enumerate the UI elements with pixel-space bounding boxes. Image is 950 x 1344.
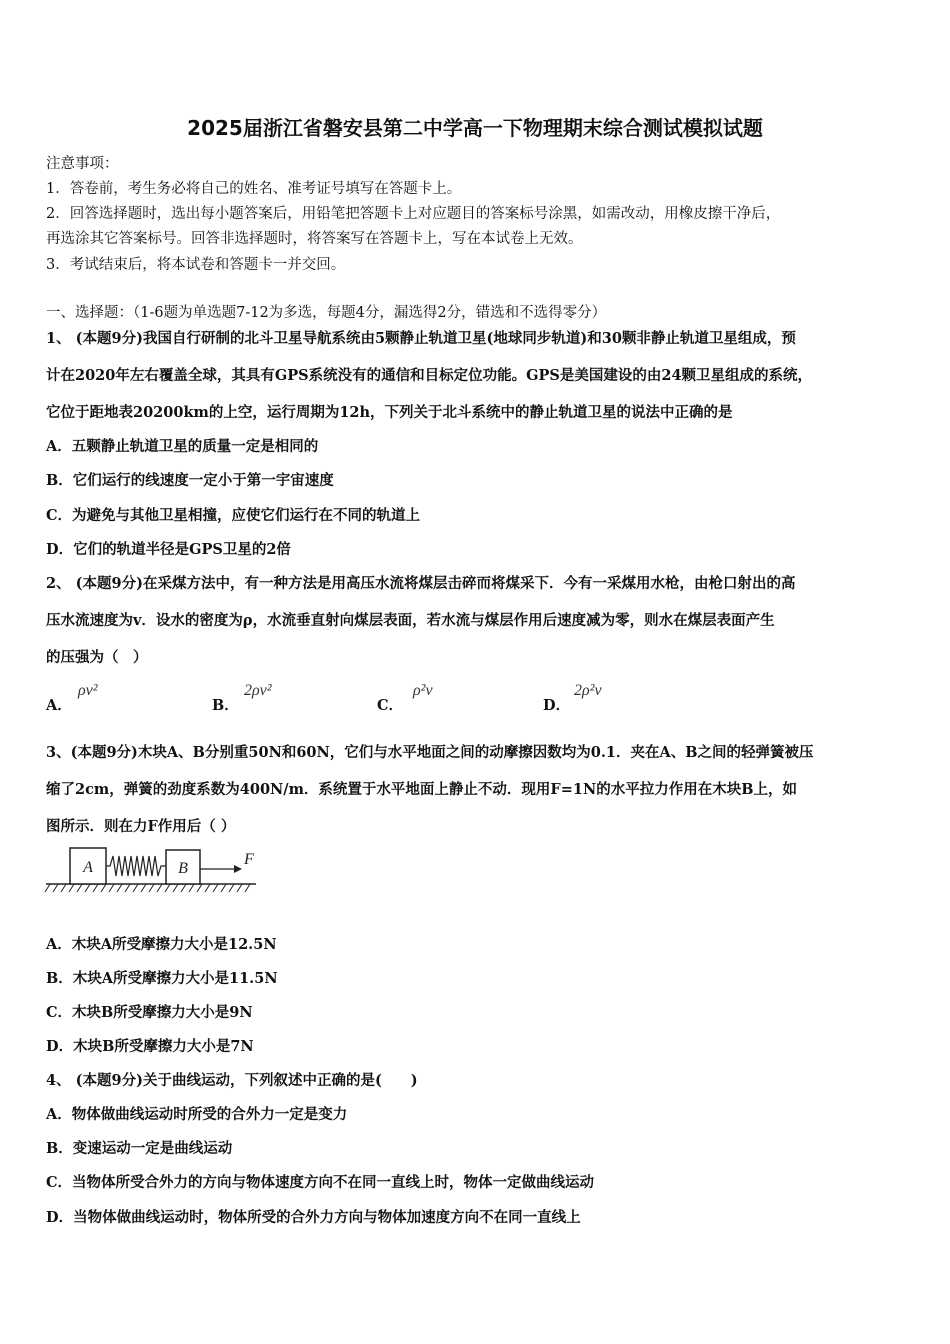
notice-item: 3．考试结束后，将本试卷和答题卡一并交回。 [46, 257, 346, 273]
q1-option-c: C．为避免与其他卫星相撞，应使它们运行在不同的轨道上 [46, 507, 421, 524]
q4-stem: 4、 (本题9分)关于曲线运动，下列叙述中正确的是( ) [46, 1072, 418, 1089]
q2-option-a-label: A． [46, 697, 72, 714]
q4-option-a: A．物体做曲线运动时所受的合外力一定是变力 [46, 1106, 348, 1123]
block-a-label: A [83, 859, 93, 876]
q3-option-c: C．木块B所受摩擦力大小是9N [46, 1004, 253, 1021]
q3-option-b: B．木块A所受摩擦力大小是11.5N [46, 970, 278, 987]
q3-option-d: D．木块B所受摩擦力大小是7N [46, 1038, 254, 1055]
notice-heading: 注意事项： [46, 156, 119, 172]
q1-option-d: D．它们的轨道半径是GPS卫星的2倍 [46, 541, 291, 558]
ground-hatching [45, 884, 250, 892]
q1-option-b: B．它们运行的线速度一定小于第一宇宙速度 [46, 472, 334, 489]
q2-option-c-label: C． [377, 697, 404, 714]
section-heading: 一、选择题：（1-6题为单选题7-12为多选，每题4分，漏选得2分，错选和不选得零分） [46, 305, 607, 321]
q2-stem-line: 的压强为（ ） [46, 649, 148, 666]
q2-option-b-label: B． [212, 697, 239, 714]
q1-stem-line: 它位于距地表20200km的上空，运行周期为12h，下列关于北斗系统中的静止轨道卫星的说法中正确的是 [46, 404, 733, 421]
notice-item: 2．回答选择题时，选出每小题答案后，用铅笔把答题卡上对应题目的答案标号涂黑，如需改动，用橡皮擦干净后， [46, 206, 781, 222]
page-title: 2025届浙江省磐安县第二中学高一下物理期末综合测试模拟试题 [187, 116, 763, 140]
force-label: F [244, 851, 254, 868]
q1-stem-line: 计在2020年左右覆盖全球，其具有GPS系统没有的通信和目标定位功能。GPS是美国建设的由24颗卫星组成的系统， [46, 367, 813, 384]
q2-stem-line: 2、 (本题9分)在采煤方法中，有一种方法是用高压水流将煤层击碎而将煤采下．今有一采煤用水枪，由枪口射出的高 [46, 575, 796, 592]
q3-stem-line: 3、(本题9分)木块A、B分别重50N和60N，它们与水平地面之间的动摩擦因数均为0.1．夹在A、B之间的轻弹簧被压 [46, 744, 814, 761]
q4-option-b: B．变速运动一定是曲线运动 [46, 1140, 233, 1157]
q3-stem-line: 缩了2cm，弹簧的劲度系数为400N/m．系统置于水平地面上静止不动．现用F=1N的水平拉力作用在木块B上，如 [46, 781, 797, 798]
q2-option-c-formula: ρ²v [413, 682, 433, 699]
q2-stem-line: 压水流速度为v．设水的密度为ρ，水流垂直射向煤层表面，若水流与煤层作用后速度减为零，则水在煤层表面产生 [46, 612, 775, 629]
q1-stem-line: 1、 (本题9分)我国自行研制的北斗卫星导航系统由5颗静止轨道卫星(地球同步轨道)和30颗非静止轨道卫星组成，预 [46, 330, 796, 347]
q4-option-d: D．当物体做曲线运动时，物体所受的合外力方向与物体加速度方向不在同一直线上 [46, 1209, 581, 1226]
q2-option-d-label: D． [543, 697, 571, 714]
force-arrowhead [234, 865, 242, 873]
notice-item: 再选涂其它答案标号。回答非选择题时，将答案写在答题卡上，写在本试卷上无效。 [46, 231, 583, 247]
q2-option-d-formula: 2ρ²v [574, 682, 602, 699]
notice-item: 1．答卷前，考生务必将自己的姓名、准考证号填写在答题卡上。 [46, 181, 462, 197]
block-b-label: B [178, 860, 188, 877]
q2-option-b-formula: 2ρv² [244, 682, 272, 699]
q3-option-a: A．木块A所受摩擦力大小是12.5N [46, 936, 277, 953]
spring-blocks-diagram [44, 842, 274, 898]
q2-option-a-formula: ρv² [78, 682, 98, 699]
q3-stem-line: 图所示．则在力F作用后（ ） [46, 818, 236, 835]
spring [106, 856, 166, 876]
q1-option-a: A．五颗静止轨道卫星的质量一定是相同的 [46, 438, 319, 455]
q4-option-c: C．当物体所受合外力的方向与物体速度方向不在同一直线上时，物体一定做曲线运动 [46, 1174, 595, 1191]
